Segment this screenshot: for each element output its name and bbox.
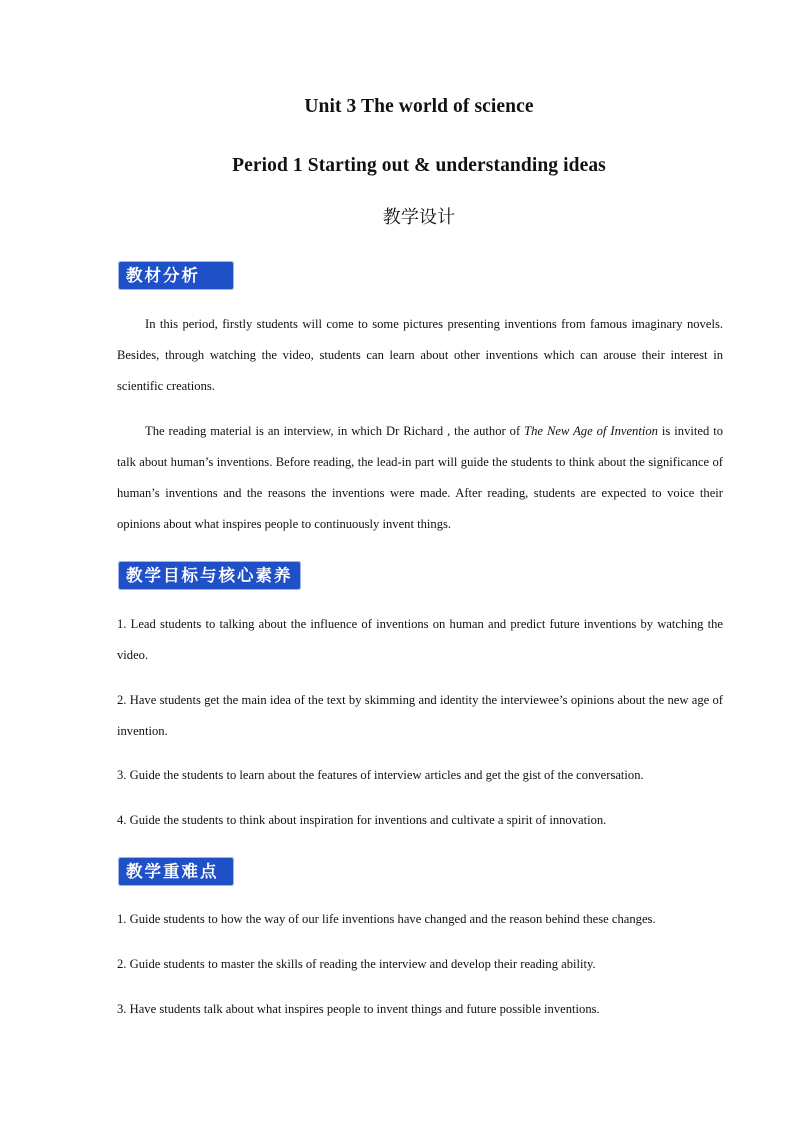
goal-item: 3. Guide the students to learn about the features of interview articles and get the gist of the conversation. [117, 768, 644, 782]
goal-item: 1. Lead students to talking about the influence of inventions on human and predict future inventions by watching the video. [117, 617, 723, 662]
unit-title: Unit 3 The world of science [304, 96, 534, 117]
analysis-paragraph-2-text-before: The reading material is an interview, in which Dr Richard , the author of [145, 424, 525, 438]
key-point-item: 3. Have students talk about what inspires people to invent things and future possible inventions. [117, 1002, 600, 1016]
document-type-title: 教学设计 [382, 207, 456, 228]
analysis-paragraph-1: In this period, firstly students will come to some pictures presenting inventions from famous imaginary novels. Besides, through watching the video, students can learn about other inventions which can arouse their interest in scientific creations. [117, 317, 723, 393]
section-badge-goals: 教学目标与核心素养 [118, 561, 301, 590]
key-point-item: 1. Guide students to how the way of our life inventions have changed and the reason behind these changes. [117, 912, 656, 926]
analysis-paragraph-2-text-after: is invited to talk about human’s inventions. Before reading, the lead-in part will guide the students to think about the significance of human’s inventions and the reasons the inventions were made. After reading, students are expected to voice their opinions about what inspires people to continuously invent things. [117, 424, 724, 531]
book-title: The New Age of Invention [524, 424, 658, 438]
section-badge-key-points: 教学重难点 [118, 857, 234, 886]
goal-item: 2. Have students get the main idea of the text by skimming and identity the interviewee’s opinions about the new age of invention. [117, 693, 723, 738]
section-badge-analysis: 教材分析 [118, 261, 234, 290]
analysis-paragraph-2 [117, 416, 723, 540]
period-title: Period 1 Starting out & understanding ideas [232, 155, 606, 176]
key-point-item: 2. Guide students to master the skills of reading the interview and develop their reading ability. [117, 957, 596, 971]
goal-item: 4. Guide the students to think about inspiration for inventions and cultivate a spirit of innovation. [117, 813, 607, 827]
